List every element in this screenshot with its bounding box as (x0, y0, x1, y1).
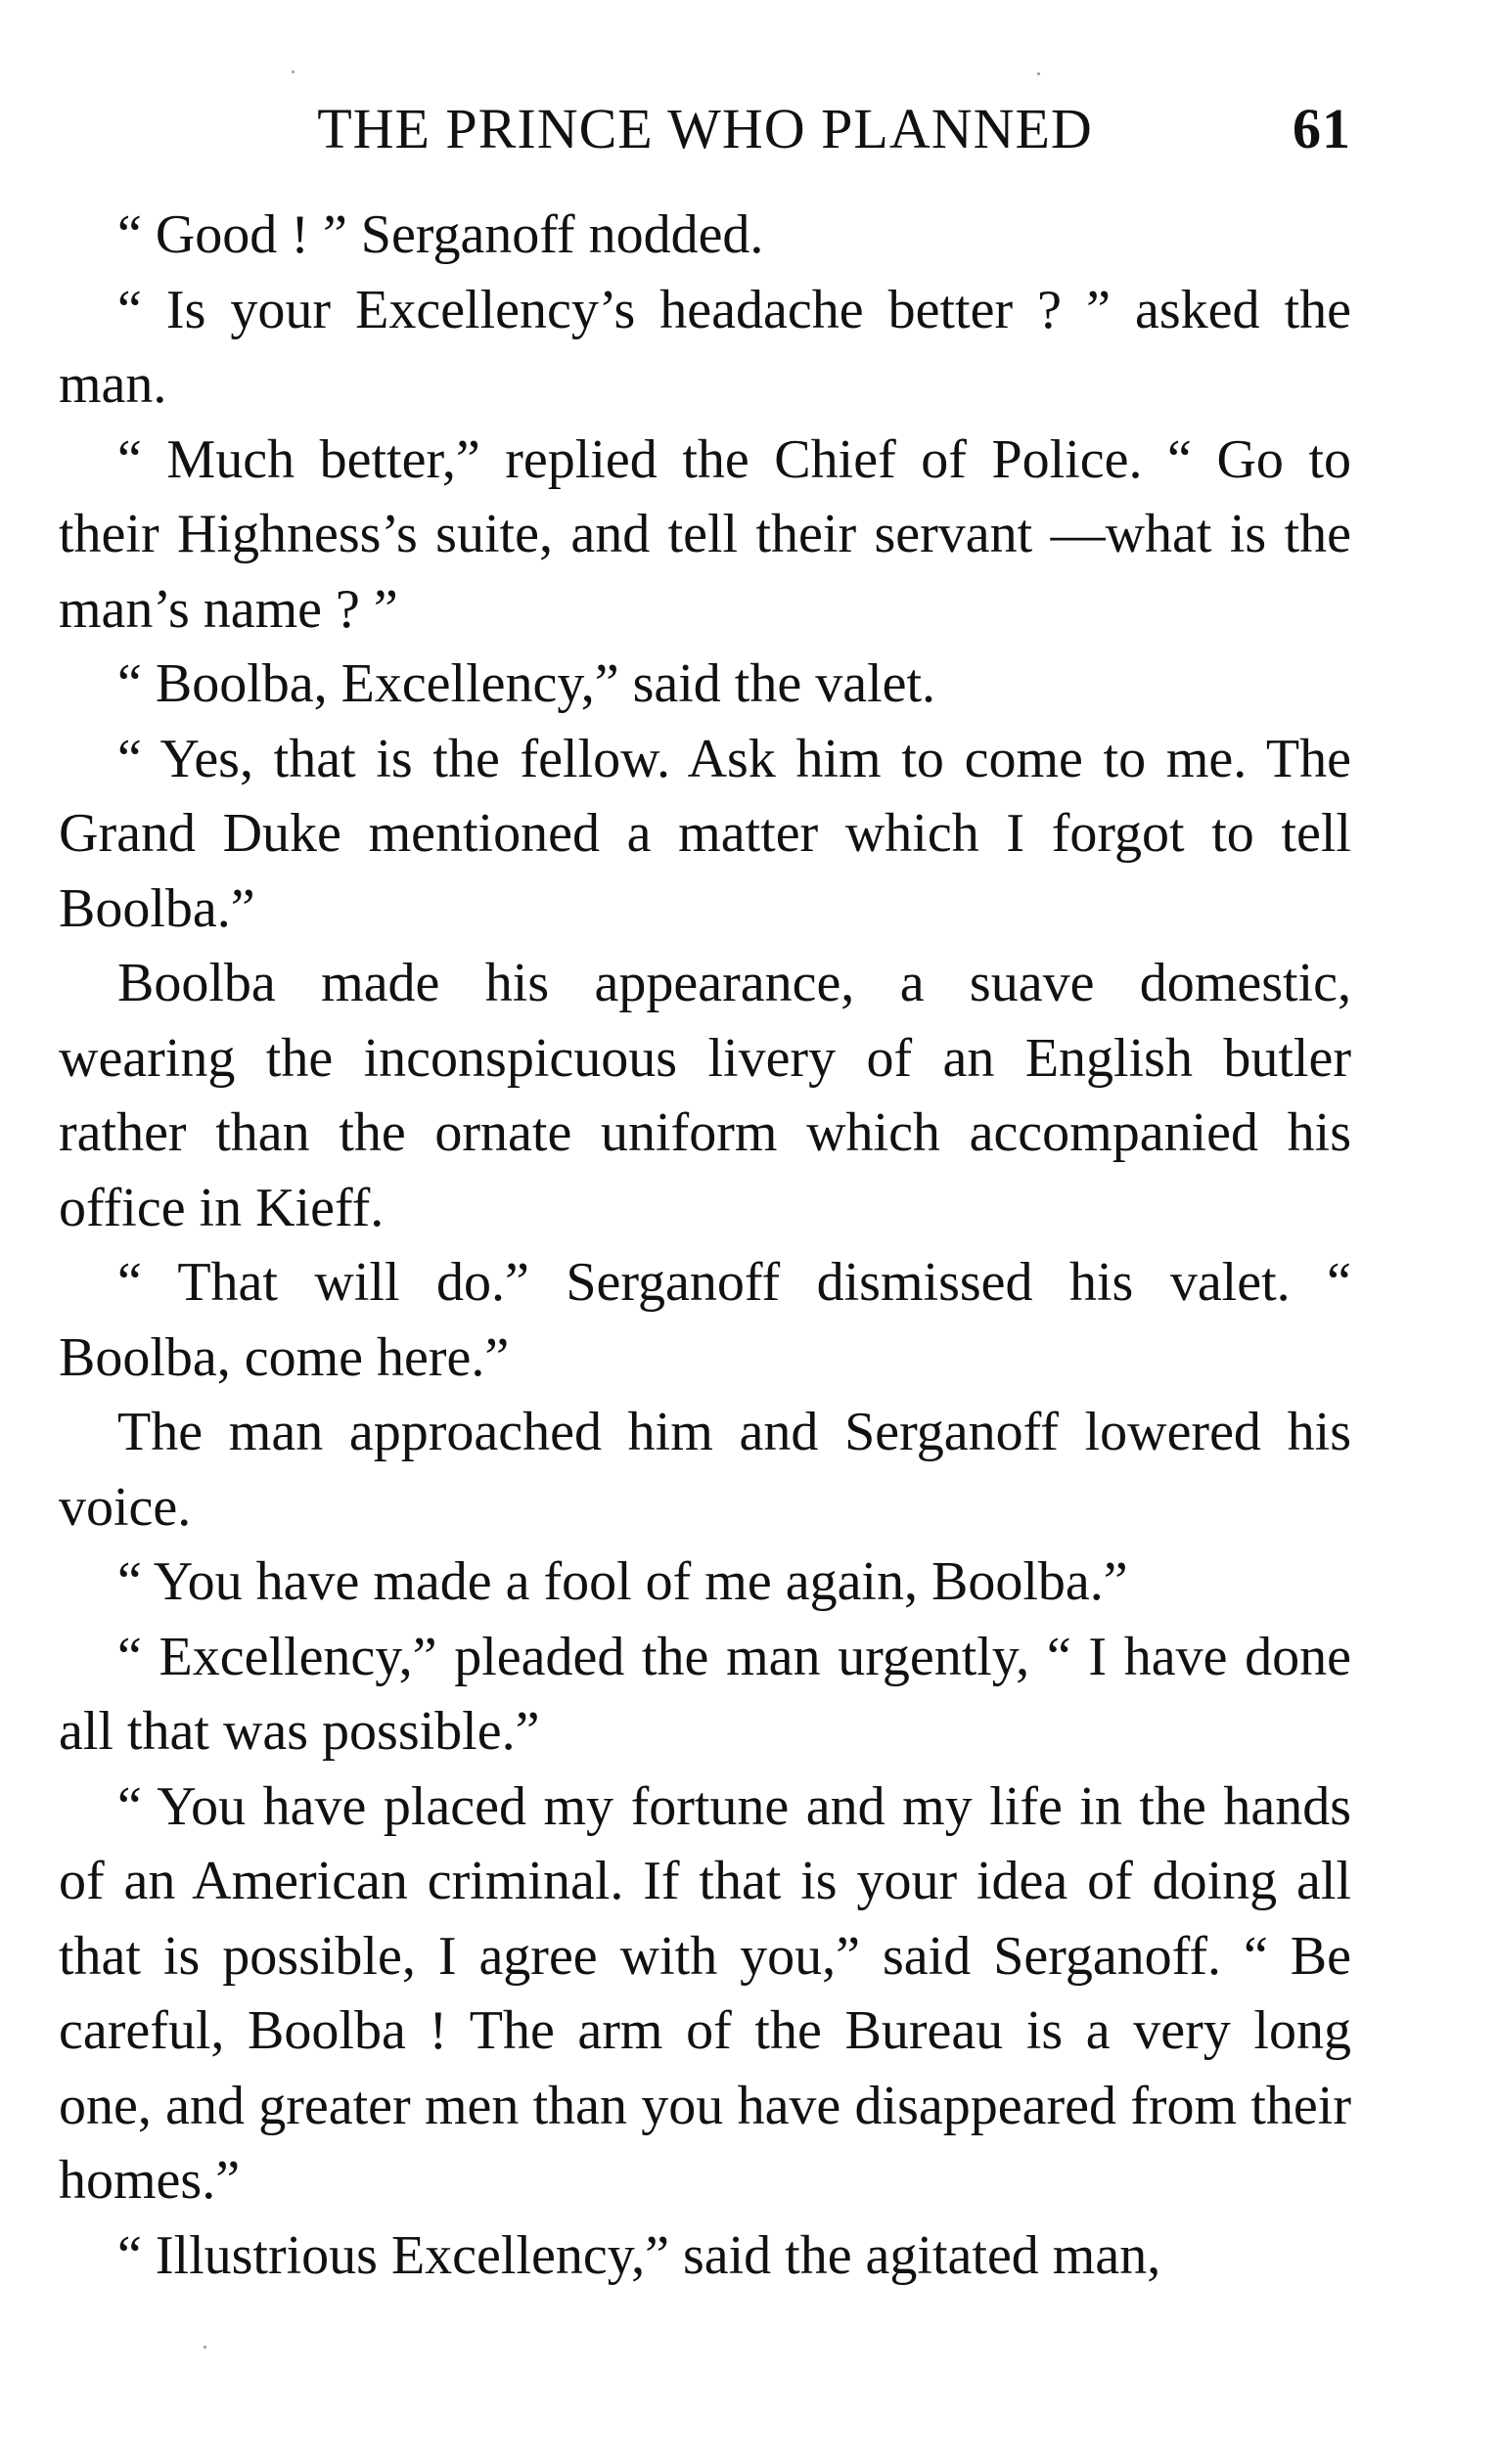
body-text (59, 198, 1351, 2293)
paper-speck (1037, 72, 1040, 75)
running-head (59, 96, 1351, 184)
running-title: THE PRINCE WHO PLANNED (317, 97, 1093, 160)
paragraph: “ Much better,” replied the Chief of Police. “ Go to their Highness’s suite, and tell their servant —what is the man’s name ? ” (59, 428, 1351, 640)
paragraph: “ Excellency,” pleaded the man urgently, “ I have done all that was possible.” (59, 1626, 1351, 1762)
paragraph: “ You have placed my fortune and my life in the hands of an American criminal. If that is your idea of doing all that is possible, I agree with you,” said Serganoff. “ Be careful, Boolba ! The arm of the Bureau is a very long one, and greater men than you have disappeared from their homes.” (59, 1775, 1351, 2211)
paper-speck (204, 2346, 206, 2349)
paragraph: “ That will do.” Serganoff dismissed his valet. “ Boolba, come here.” (59, 1252, 1351, 1388)
paragraph: Boolba made his appearance, a suave domestic, wearing the inconspicuous livery of an English butler rather than the ornate uniform which accompanied his office in Kieff. (59, 953, 1351, 1238)
paper-speck (292, 70, 295, 73)
paragraph: “ Is your Excellency’s headache better ? ” asked the man. (59, 279, 1351, 415)
paragraph: The man approached him and Serganoff lowered his voice. (59, 1402, 1351, 1538)
paragraph: “ Yes, that is the fellow. Ask him to come to me. The Grand Duke mentioned a matter which I forgot to tell Boolba.” (59, 728, 1351, 939)
paragraph: “ Good ! ” Serganoff nodded. (117, 204, 764, 265)
paragraph: “ Illustrious Excellency,” said the agitated man, (117, 2224, 1161, 2286)
paragraph: “ Boolba, Excellency,” said the valet. (117, 653, 936, 714)
page-number: 61 (1293, 97, 1351, 160)
paragraph: “ You have made a fool of me again, Boolba.” (117, 1551, 1128, 1612)
